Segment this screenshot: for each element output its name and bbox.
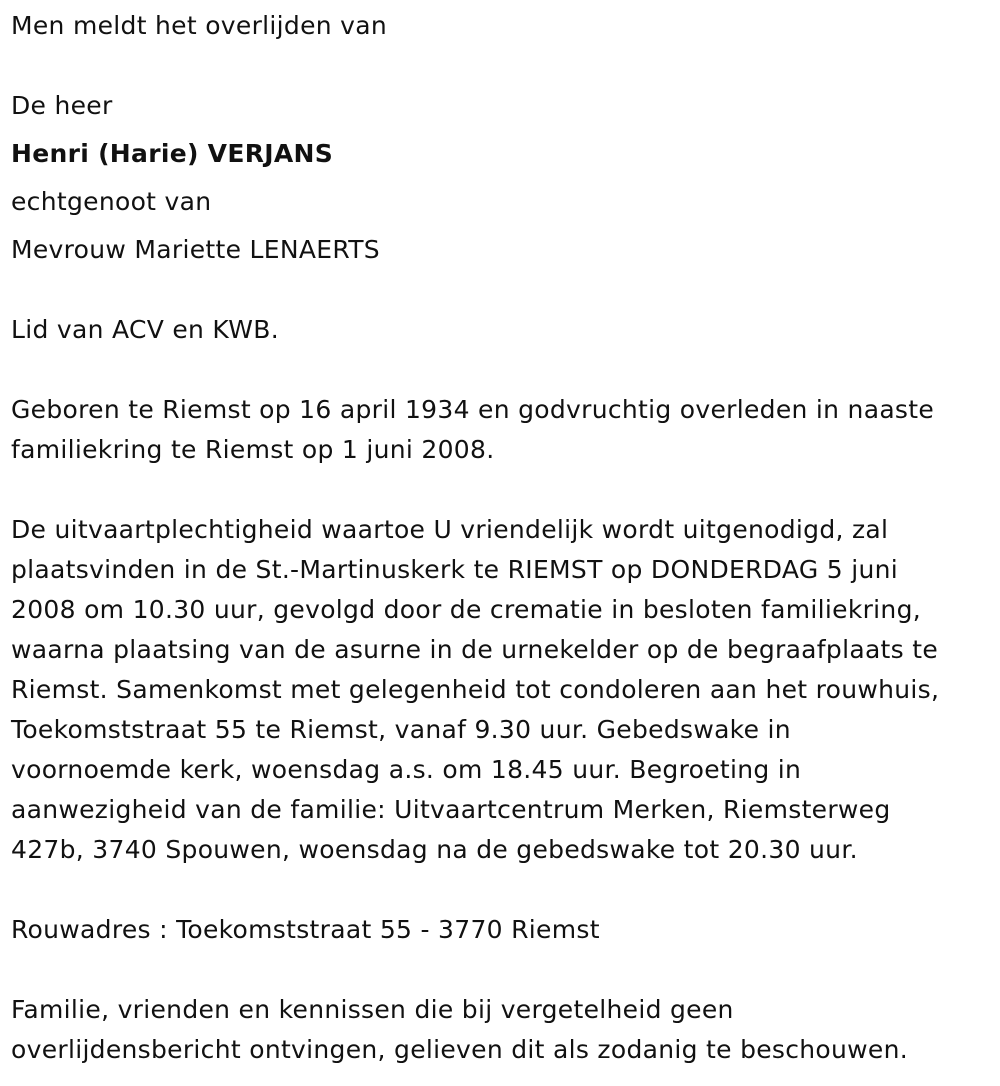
birth-death-line: familiekring te Riemst op 1 juni 2008. xyxy=(11,435,495,464)
ceremony-line: voornoemde kerk, woensdag a.s. om 18.45 uur. Begroeting in xyxy=(11,755,802,784)
title-prefix: De heer xyxy=(11,91,113,120)
spouse-name: Mevrouw Mariette LENAERTS xyxy=(11,235,380,264)
ceremony-line: aanwezigheid van de familie: Uitvaartcentrum Merken, Riemsterweg xyxy=(11,795,891,824)
ceremony-line: 427b, 3740 Spouwen, woensdag na de gebedswake tot 20.30 uur. xyxy=(11,835,858,864)
relation-text: echtgenoot van xyxy=(11,187,212,216)
ceremony-line: plaatsvinden in de St.-Martinuskerk te RIEMST op DONDERDAG 5 juni xyxy=(11,555,898,584)
ceremony-line: waarna plaatsing van de asurne in de urnekelder op de begraafplaats te xyxy=(11,635,939,664)
birth-death-line: Geboren te Riemst op 16 april 1934 en godvruchtig overleden in naaste xyxy=(11,395,935,424)
ceremony-line: Toekomststraat 55 te Riemst, vanaf 9.30 uur. Gebedswake in xyxy=(11,715,791,744)
intro-text: Men meldt het overlijden van xyxy=(11,11,388,40)
closing-line: overlijdensbericht ontvingen, gelieven dit als zodanig te beschouwen. xyxy=(11,1035,908,1064)
closing-line: Familie, vrienden en kennissen die bij vergetelheid geen xyxy=(11,995,734,1024)
ceremony-line: Riemst. Samenkomst met gelegenheid tot condoleren aan het rouwhuis, xyxy=(11,675,940,704)
membership-text: Lid van ACV en KWB. xyxy=(11,315,279,344)
mourning-address: Rouwadres : Toekomststraat 55 - 3770 Riemst xyxy=(11,915,600,944)
ceremony-line: 2008 om 10.30 uur, gevolgd door de crematie in besloten familiekring, xyxy=(11,595,921,624)
deceased-name: Henri (Harie) VERJANS xyxy=(11,139,334,168)
ceremony-line: De uitvaartplechtigheid waartoe U vriendelijk wordt uitgenodigd, zal xyxy=(11,515,889,544)
